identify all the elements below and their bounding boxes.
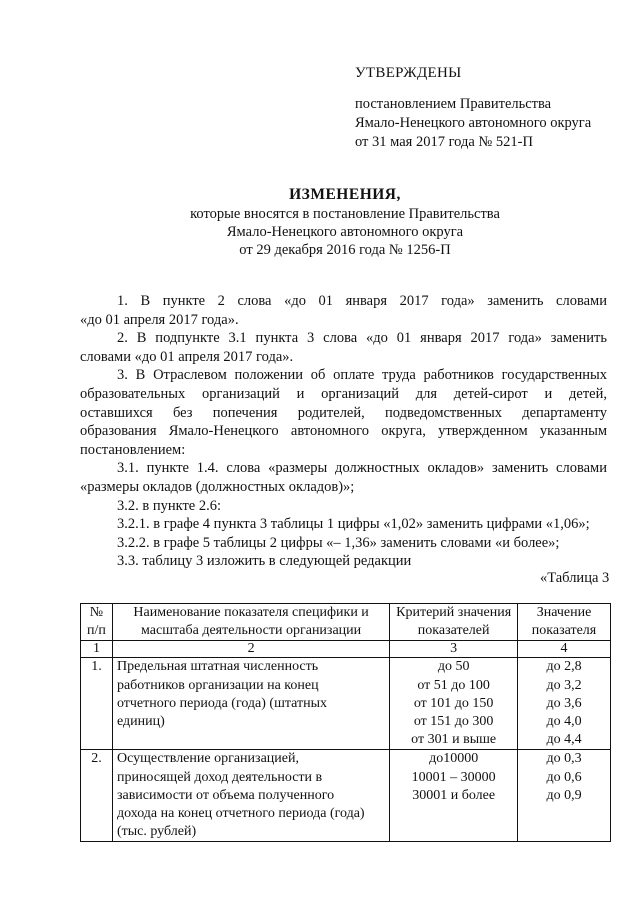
column-number: 4 [518,641,611,658]
indicator-table [80,603,611,842]
paragraph-line: оставшихся без попечения родителей, подведомственных департаменту [80,404,607,421]
document-body [80,292,607,571]
heading-line: от 29 декабря 2016 года № 1256-П [239,242,451,258]
heading-line: которые вносятся в постановление Правительства [190,206,500,222]
paragraph-line: постановлением: [80,441,186,458]
row-name: Предельная штатная численность работников организации на конец отчетного периода (года) (штатных единиц) [112,658,389,750]
column-number: 3 [390,641,518,658]
header-cell-name: Наименование показателя специфики и масштаба деятельности организации [112,604,389,641]
paragraph-line: «размеры окладов (должностных окладов)»; [80,478,355,495]
paragraph-line: образовательных организаций и организаций для детей-сирот и детей, [80,385,607,402]
heading-title: ИЗМЕНЕНИЯ, [289,186,401,203]
header-cell-criterion: Критерий значения показателей [390,604,518,641]
paragraph-line: 3.2.2. в графе 5 таблицы 2 цифры «– 1,36» заменить словами «и более»; [117,534,560,551]
paragraph-line: 3. В Отраслевом положении об оплате труда работников государственных [117,367,607,384]
approval-line: постановлением Правительства [355,96,552,112]
paragraph-line: «до 01 апреля 2017 года». [80,311,239,328]
paragraph-line: 1. В пункте 2 слова «до 01 января 2017 года» заменить словами [117,293,607,309]
row-name: Осуществление организацией, приносящей доход деятельности в зависимости от объема полученного дохода на конец отчетного периода (года) (тыс. рублей) [112,750,389,842]
table-label: «Таблица 3 [540,570,610,586]
document-heading [140,185,550,259]
paragraph-line: 2. В подпункте 3.1 пункта 3 слова «до 01 января 2017 года» заменить [117,330,607,347]
paragraph-line: 3.3. таблицу 3 изложить в следующей редакции [117,553,412,570]
paragraph-line: 3.1. пункте 1.4. слова «размеры должностных окладов» заменить словами [117,460,607,477]
row-number: 2. [81,750,113,842]
row-criteria: до10000 10001 – 30000 30001 и более [390,750,518,842]
heading-line: Ямало-Ненецкого автономного округа [226,224,464,240]
approval-title: УТВЕРЖДЕНЫ [355,65,462,81]
paragraph-line: словами «до 01 апреля 2017 года». [80,348,294,365]
approval-block [355,65,591,152]
header-cell-value: Значение показателя [518,604,611,641]
paragraph-line: 3.2.1. в графе 4 пункта 3 таблицы 1 цифры «1,02» заменить цифрами «1,06»; [117,516,590,533]
paragraph-line: 3.2. в пункте 2.6: [117,497,222,514]
row-values: до 0,3 до 0,6 до 0,9 [518,750,611,842]
table-row [81,750,611,842]
column-number: 2 [112,641,389,658]
column-number-row [81,641,611,658]
approval-line: от 31 мая 2017 года № 521-П [355,134,533,150]
header-cell-num: № п/п [81,604,113,641]
approval-line: Ямало-Ненецкого автономного округа [355,115,592,131]
row-criteria: до 50 от 51 до 100 от 101 до 150 от 151 до 300 от 301 и выше [390,658,518,750]
row-values: до 2,8 до 3,2 до 3,6 до 4,0 до 4,4 [518,658,611,750]
row-number: 1. [81,658,113,750]
table-header-row [81,604,611,641]
table-row [81,658,611,750]
column-number: 1 [81,641,113,658]
paragraph-line: образования Ямало-Ненецкого автономного округа, утвержденном указанным [80,423,607,440]
